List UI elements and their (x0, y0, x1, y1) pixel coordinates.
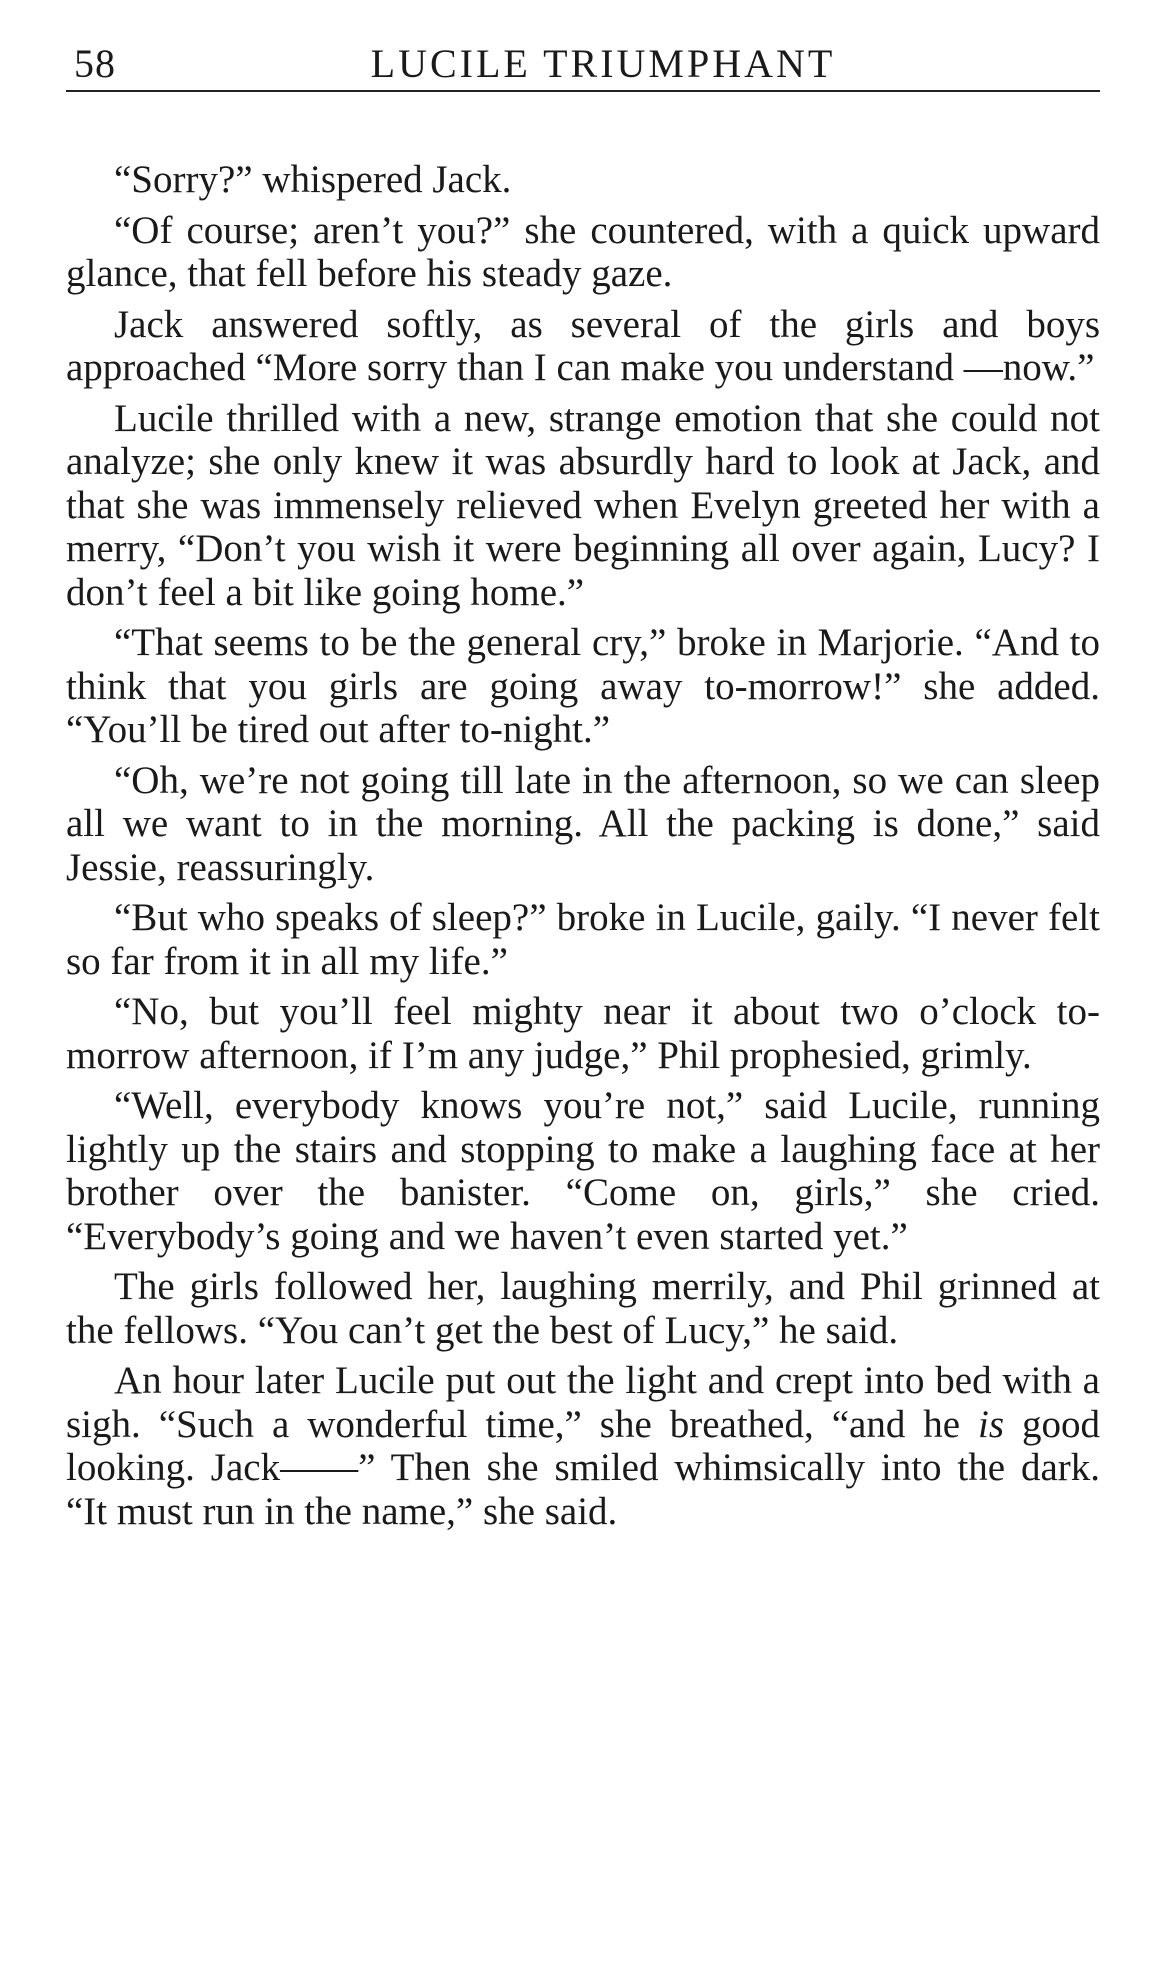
paragraph: “That seems to be the general cry,” broke in Marjorie. “And to think that you girls are going away to-morrow!” she added. “You’ll be tired out after to-night.” (66, 621, 1100, 751)
paragraph: “Oh, we’re not going till late in the afternoon, so we can sleep all we want to in the morning. All the packing is done,” said Jessie, reassuringly. (66, 758, 1100, 889)
paragraph: “No, but you’ll feel mighty near it about two o’clock to-morrow afternoon, if I’m any judge,” Phil prophesied, grimly. (66, 990, 1100, 1077)
paragraph: Jack answered softly, as several of the girls and boys approached “More sorry than I can make you understand —now.” (66, 302, 1100, 389)
paragraph: “Well, everybody knows you’re not,” said Lucile, running lightly up the stairs and stopping to make a laughing face at her brother over the banister. “Come on, girls,” she cried. “Everybody’s going and we haven’t even started yet.” (66, 1084, 1100, 1258)
last-paragraph-end: good looking. Jack——” Then she smiled whimsically into the dark. “It must run in the name,” she said. (66, 1402, 1100, 1533)
running-title: LUCILE TRIUMPHANT (370, 41, 836, 86)
emphasized-word: is (978, 1402, 1005, 1446)
last-paragraph (66, 1359, 1100, 1533)
paragraph: Lucile thrilled with a new, strange emotion that she could not analyze; she only knew it was absurdly hard to look at Jack, and that she was immensely relieved when Evelyn greeted her with a merry, “Don’t you wish it were beginning all over again, Lucy? I don’t feel a bit like going home.” (66, 396, 1100, 614)
body-text (66, 158, 1100, 1540)
paragraph: “Of course; aren’t you?” she countered, with a quick upward glance, that fell before his steady gaze. (66, 208, 1100, 295)
paragraph: “But who speaks of sleep?” broke in Lucile, gaily. “I never felt so far from it in all my life.” (66, 896, 1100, 983)
page-number: 58 (74, 41, 116, 86)
page-header (66, 38, 1100, 92)
paragraph: The girls followed her, laughing merrily, and Phil grinned at the fellows. “You can’t get the best of Lucy,” he said. (66, 1265, 1100, 1352)
paragraph: “Sorry?” whispered Jack. (114, 158, 512, 201)
last-paragraph-start: An hour later Lucile put out the light and crept into bed with a sigh. “Such a wonderful time,” she breathed, “and he (66, 1359, 1100, 1446)
